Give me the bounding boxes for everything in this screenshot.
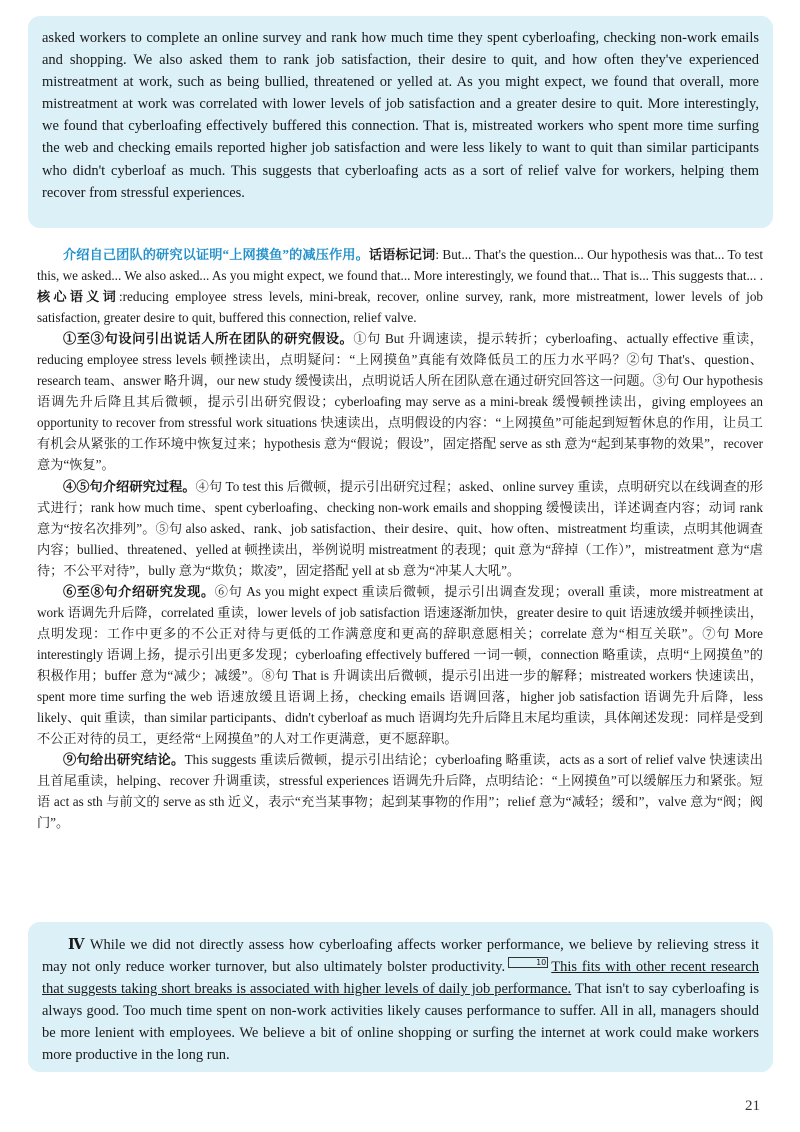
notes-section-3 — [37, 581, 763, 749]
passage-box-top — [28, 16, 773, 228]
core-label: 核心语义词 — [37, 289, 119, 305]
section-4-text: This suggests 重读后微顿，提示引出结论；cyberloafing 略重读，acts as a sort of relief valve 快速读出且首尾重读，helping、recover 升调重读，stressful experiences 语调先升后降，点明结论：“上网摸鱼”可以缓解压力和紧张。短语 act as sth 与前文的 serve as sth 近义，表示“充当某事物；起到某事物的作用”；relief 意为“减轻；缓和”，valve 意为“阀；阀门”。 — [37, 752, 763, 831]
notes-intro — [37, 244, 763, 328]
markers-label: 话语标记词 — [368, 247, 436, 262]
section-4-heading: ⑨句给出研究结论。 — [63, 752, 185, 768]
page-number: 21 — [745, 1098, 760, 1114]
underlined-sentence: This fits with other recent research that suggests taking short breaks is associated with higher levels of daily job performance. — [42, 959, 759, 998]
analysis-notes — [37, 244, 763, 833]
section-1-heading: ①至③句设问引出说话人所在团队的研究假设。 — [63, 331, 354, 347]
passage-paragraph: asked workers to complete an online survey and rank how much time they spent cyberloafing, checking non-work emails and shopping. We also asked them to rank job satisfaction, their desire to quit, and how often they've experienced mistreatment at work, such as being bullied, threatened or yelled at. As you might expect, we found that overall, more mistreatment at work was correlated with lower levels of job satisfaction and a greater desire to quit. More interestingly, we found that cyberloafing effectively buffered this connection. That is, mistreated workers who spent more time surfing the web and checking emails reported higher job satisfaction and were less likely to want to quit than similar participants who didn't cyberloaf as much. This suggests that cyberloafing acts as a sort of relief valve for workers, helping them recover from stressful experiences. — [42, 30, 759, 201]
core-text: :reducing employee stress levels, mini-break, recover, online survey, rank, more mistreatment, lower levels of job satisfaction, greater desire to quit, buffered this connection, relief valve. — [37, 289, 764, 326]
intro-heading: 介绍自己团队的研究以证明“上网摸鱼”的减压作用。 — [63, 247, 369, 262]
sentence-number-badge: 10 — [508, 957, 548, 968]
paragraph-text-after: That isn't to say cyberloafing is always good. Too much time spent on non-work activities likely causes performance to suffer. All in all, managers should be more lenient with employees. We believe a bit of online shopping or surfing the internet at work could make workers more productive in the long run. — [42, 981, 760, 1064]
paragraph-text-before: While we did not directly assess how cyberloafing affects worker performance, we believe by relieving stress it may not only reduce worker turnover, but also ultimately bolster productivity. — [42, 937, 759, 976]
paragraph-numeral: Ⅳ — [68, 937, 86, 953]
section-2-heading: ④⑤句介绍研究过程。 — [63, 478, 196, 494]
notes-section-4 — [37, 749, 763, 833]
section-3-heading: ⑥至⑧句介绍研究发现。 — [63, 583, 215, 599]
section-1-text: ①句 But 升调速读，提示转折；cyberloafing、actually effective 重读，reducing employee stress levels 顿挫读出，点明疑问：“上网摸鱼”真能有效降低员工的压力水平吗？②句 That's、question、research team、answer 略升调，our new study 缓慢读出，点明说话人所在团队意在通过研究回答这一问题。③句 Our hypothesis 语调先升后降且其后微顿，提示引出研究假设；cyberloafing may serve as a mini-break 缓慢顿挫读出，giving employees an opportunity to recover from stressful work situations 快速读出，点明假设的内容：“上网摸鱼”可能起到短暂休息的作用，让员工有机会从紧张的工作环境中恢复过来；hypothesis 意为“假说；假设”，固定搭配 serve as sth 意为“起到某事物的效果”，recover 意为“恢复”。 — [37, 331, 763, 473]
notes-section-2 — [37, 476, 763, 581]
passage-box-bottom — [28, 922, 773, 1072]
passage-paragraph-iv — [42, 934, 759, 1067]
markers-text: : But... That's the question... Our hypothesis was that... To test this, we asked... We also asked... As you might expect, we found that... More interestingly, we found that... That is... This suggests that... . — [37, 247, 763, 284]
section-2-text: ④句 To test this 后微顿，提示引出研究过程；asked、online survey 重读，点明研究以在线调查的形式进行；rank how much time、spent cyberloafing、checking non-work emails and shopping 缓慢读出，详述调查内容；动词 rank 意为“按名次排列”。⑤句 also asked、rank、job satisfaction、their desire、quit、how often、mistreatment 均重读，点明其他调查内容；bullied、threatened、yelled at 顿挫读出，举例说明 mistreatment 的表现；quit 意为“辞掉（工作）”，mistreatment 意为“虐待；不公平对待”，bully 意为“欺负；欺凌”，固定搭配 yell at sb 意为“冲某人大吼”。 — [37, 478, 763, 578]
section-3-text: ⑥句 As you might expect 重读后微顿，提示引出调查发现；overall 重读，more mistreatment at work 语调先升后降，correlated 重读，lower levels of job satisfaction 语速逐渐加快，greater desire to quit 语速放缓并顿挫读出，点明发现：工作中更多的不公正对待与更低的工作满意度和更高的辞职意愿相关；correlate 意为“相互关联”。⑦句 More interestingly 语调上扬，提示引出更多发现；cyberloafing effectively buffered 一词一顿，connection 略重读，点明“上网摸鱼”的积极作用；buffer 意为“减少；减缓”。⑧句 That is 升调读出后微顿，提示引出进一步的解释；mistreated workers 快速读出，spent more time surfing the web 语速放缓且语调上扬，checking emails 语调回落，higher job satisfaction 语调先升后降，less likely、quit 重读，than similar participants、didn't cyberloaf as much 语调均先升后降且末尾均重读，具体阐述发现：同样是受到不公正对待的员工，更经常“上网摸鱼”的人对工作更满意，更不愿辞职。 — [37, 583, 764, 747]
notes-section-1 — [37, 328, 763, 475]
